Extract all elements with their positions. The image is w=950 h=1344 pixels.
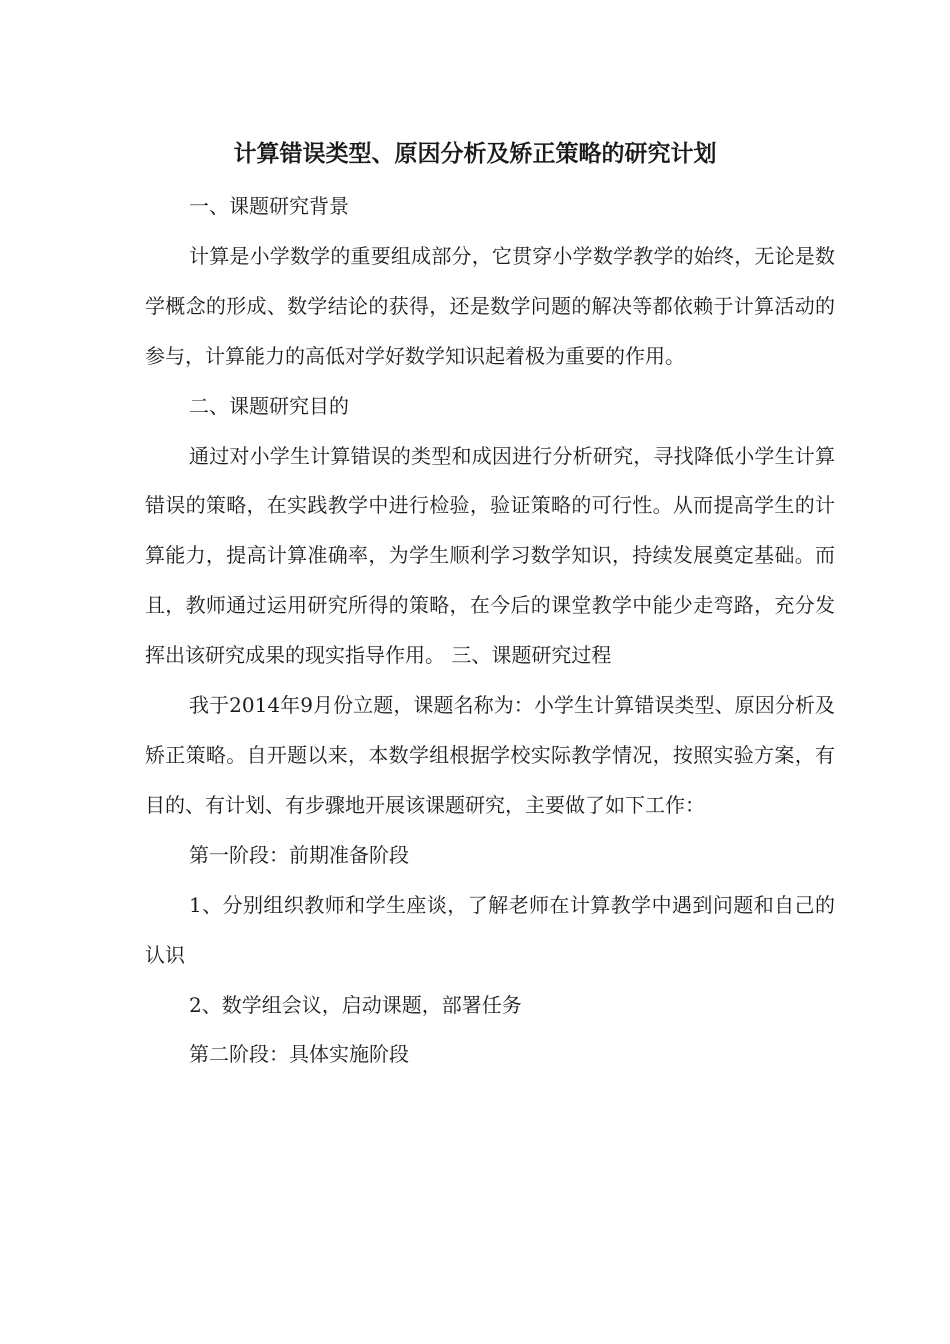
paragraph-background: 计算是小学数学的重要组成部分，它贯穿小学数学教学的始终，无论是数学概念的形成、数学结论的获得，还是数学问题的解决等都依赖于计算活动的参与，计算能力的高低对学好数学知识起着极为重要的作用。: [145, 243, 835, 368]
section-heading-background: 一、课题研究背景: [189, 194, 349, 218]
document-body: [145, 182, 835, 1080]
stage-heading-preparation: 第一阶段：前期准备阶段: [189, 842, 409, 867]
list-item-2: 2、数学组会议，启动课题，部署任务: [189, 992, 522, 1017]
document-title: 计算错误类型、原因分析及矫正策略的研究计划: [233, 140, 717, 167]
paragraph-process: 我于2014年9月份立题，课题名称为：小学生计算错误类型、原因分析及矫正策略。自开题以来，本数学组根据学校实际教学情况，按照实验方案，有目的、有计划、有步骤地开展该课题研究，主要做了如下工作：: [145, 693, 835, 817]
stage-heading-implementation: 第二阶段：具体实施阶段: [189, 1042, 409, 1067]
section-heading-purpose: 二、课题研究目的: [189, 393, 349, 418]
list-item-1: 1、分别组织教师和学生座谈，了解老师在计算教学中遇到问题和自己的认识: [145, 892, 835, 967]
paragraph-purpose: 通过对小学生计算错误的类型和成因进行分析研究，寻找降低小学生计算错误的策略，在实践教学中进行检验，验证策略的可行性。从而提高学生的计算能力，提高计算准确率，为学生顺利学习数学知识，持续发展奠定基础。而且，教师通过运用研究所得的策略，在今后的课堂教学中能少走弯路，充分发挥出该研究成果的现实指导作用。 三、课题研究过程: [145, 443, 835, 668]
